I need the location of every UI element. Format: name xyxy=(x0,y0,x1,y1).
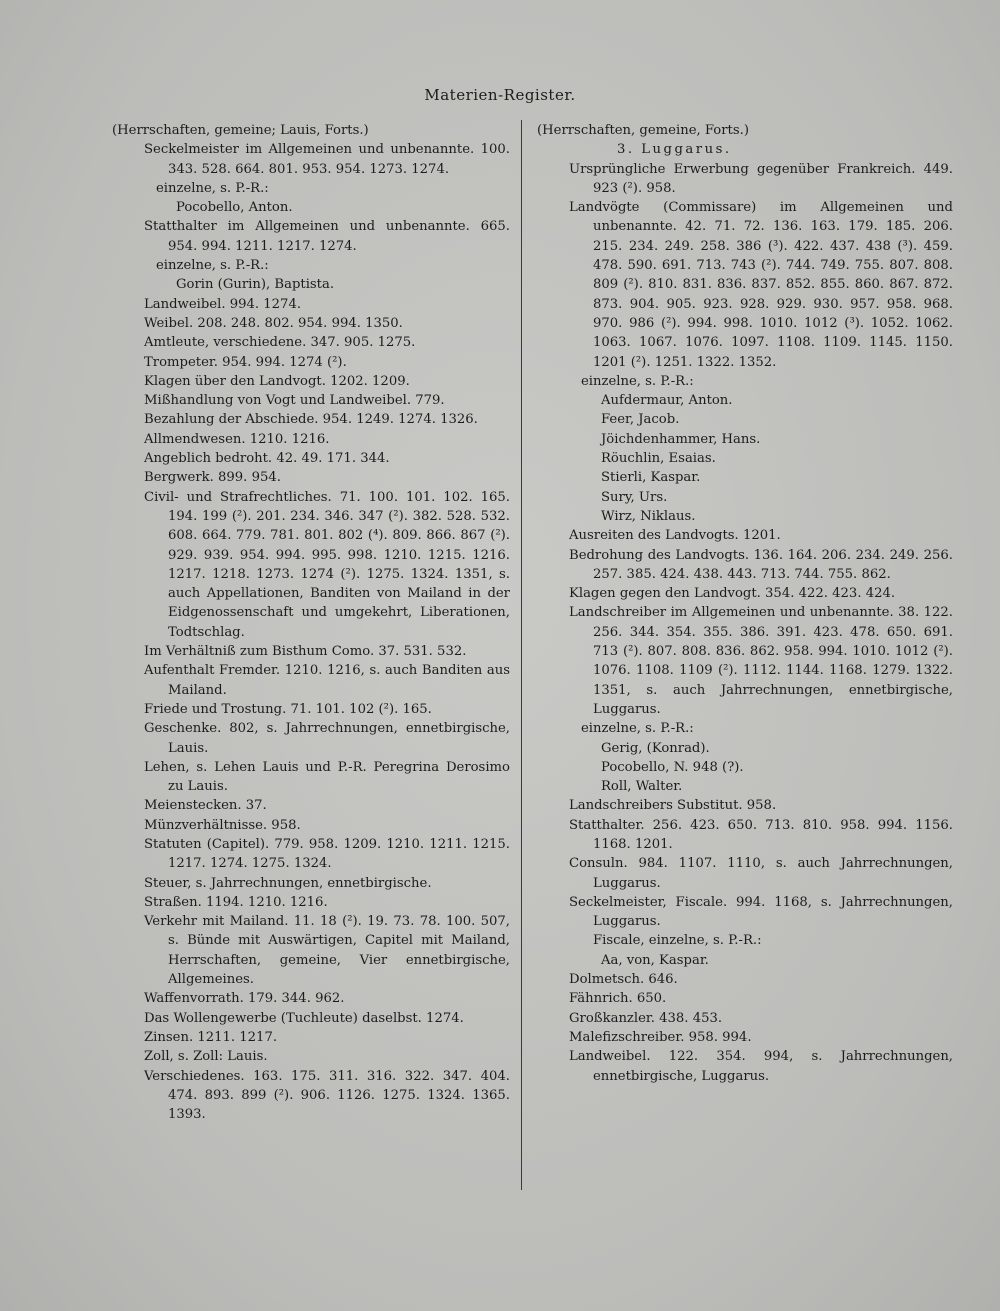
index-entry: Dolmetsch. 646. xyxy=(569,972,678,988)
index-entry: Consuln. 984. 1107. 1110, s. auch Jahrrechnungen, Luggarus. xyxy=(569,856,953,891)
index-entry: Amtleute, verschiedene. 347. 905. 1275. xyxy=(144,335,416,351)
index-entry: Seckelmeister, Fiscale. 994. 1168, s. Jahrrechnungen, Luggarus. xyxy=(569,894,953,930)
index-entry: Civil- und Strafrechtliches. 71. 100. 101. 102. 165. 194. 199 (²). 201. 234. 346. 347 (²). 382. 528. 532. 608. 664. 779. 781. 801. 802 (⁴). 809. 866. 867 (²). 929. 939. 954. 994. 995. 998. 1210. 1215. 1216. 1217. 1218. 1273. 1274 (²). 1275. 1324. 1351, s. auch Appellationen, Banditen von Mailand in der Eidgenossenschaft und umgekehrt, Liberationen, Todtschlag. xyxy=(144,489,510,640)
index-entry: Seckelmeister im Allgemeinen und unbenannte. 100. 343. 528. 664. 801. 953. 954. 1273. 1274. xyxy=(144,142,510,177)
running-head: Materien-Register. xyxy=(424,86,576,104)
index-entry: Mißhandlung von Vogt und Landweibel. 779. xyxy=(144,393,445,409)
index-entry: einzelne, s. P.-R.: xyxy=(156,258,269,274)
index-entry: Sury, Urs. xyxy=(601,489,668,505)
index-entry: einzelne, s. P.-R.: xyxy=(156,180,269,196)
index-entry: Bergwerk. 899. 954. xyxy=(144,470,281,486)
index-entry: Jöichdenhammer, Hans. xyxy=(601,431,761,447)
index-entry: Statuten (Capitel). 779. 958. 1209. 1210. 1211. 1215. 1217. 1274. 1275. 1324. xyxy=(144,836,510,872)
index-entry: Gerig, (Konrad). xyxy=(601,740,710,756)
index-entry: Steuer, s. Jahrrechnungen, ennetbirgische. xyxy=(144,875,432,891)
index-entry: Allmendwesen. 1210. 1216. xyxy=(144,431,330,447)
index-entry: Meienstecken. 37. xyxy=(144,798,267,814)
index-entry: Malefizschreiber. 958. 994. xyxy=(569,1029,752,1045)
index-entry: Aa, von, Kaspar. xyxy=(601,952,709,968)
index-entry: Wirz, Niklaus. xyxy=(601,508,696,524)
index-entry: Im Verhältniß zum Bisthum Como. 37. 531. 532. xyxy=(144,644,467,660)
index-entry: Statthalter im Allgemeinen und unbenannte. 665. 954. 994. 1211. 1217. 1274. xyxy=(144,219,510,254)
index-entry: Bezahlung der Abschiede. 954. 1249. 1274. 1326. xyxy=(144,412,478,428)
index-entry: Waffenvorrath. 179. 344. 962. xyxy=(144,991,345,1007)
index-entry: Geschenke. 802, s. Jahrrechnungen, ennetbirgische, Lauis. xyxy=(144,721,510,756)
index-entry: Straßen. 1194. 1210. 1216. xyxy=(144,894,328,910)
index-entry: Münzverhältnisse. 958. xyxy=(144,817,301,833)
index-entry: Klagen über den Landvogt. 1202. 1209. xyxy=(144,373,410,389)
index-entry: Großkanzler. 438. 453. xyxy=(569,1010,723,1026)
index-entry: Fähnrich. 650. xyxy=(569,991,667,1007)
index-entry: (Herrschaften, gemeine; Lauis, Forts.) xyxy=(112,123,369,138)
index-entry: einzelne, s. P.-R.: xyxy=(581,373,694,389)
index-entry: Zinsen. 1211. 1217. xyxy=(144,1029,278,1045)
index-entry: Trompeter. 954. 994. 1274 (²). xyxy=(144,354,347,370)
index-entry: Landschreiber im Allgemeinen und unbenannte. 38. 122. 256. 344. 354. 355. 386. 391. 423. 478. 650. 691. 713 (²). 807. 808. 836. 862. 958. 994. 1010. 1012 (²). 1076. 1108. 1109 (²). 1112. 1144. 1168. 1279. 1322. 1351, s. auch Jahrrechnungen, ennetbirgische, Luggarus. xyxy=(569,605,953,717)
index-entry: Fiscale, einzelne, s. P.-R.: xyxy=(593,933,762,949)
index-entry: 3. Luggarus. xyxy=(617,142,732,158)
index-entry: Stierli, Kaspar. xyxy=(601,470,701,486)
index-entry: Ausreiten des Landvogts. 1201. xyxy=(569,528,781,544)
index-entry: einzelne, s. P.-R.: xyxy=(581,721,694,737)
index-entry: Ursprüngliche Erwerbung gegenüber Frankreich. 449. 923 (²). 958. xyxy=(569,161,953,196)
index-entry: Landweibel. 122. 354. 994, s. Jahrrechnungen, ennetbirgische, Luggarus. xyxy=(569,1049,953,1084)
index-entry: Feer, Jacob. xyxy=(601,412,680,428)
index-entry: Landschreibers Substitut. 958. xyxy=(569,798,777,814)
index-entry: Pocobello, N. 948 (?). xyxy=(601,759,744,775)
index-entry: Landweibel. 994. 1274. xyxy=(144,296,302,312)
index-entry: Pocobello, Anton. xyxy=(176,200,293,216)
index-entry: (Herrschaften, gemeine, Forts.) xyxy=(537,123,749,138)
column-divider xyxy=(521,120,522,1190)
index-entry: Verschiedenes. 163. 175. 311. 316. 322. 347. 404. 474. 893. 899 (²). 906. 1126. 1275. 1324. 1365. 1393. xyxy=(144,1068,510,1123)
index-entry: Aufdermaur, Anton. xyxy=(601,393,733,409)
index-entry: Röuchlin, Esaias. xyxy=(601,451,716,467)
index-entry: Friede und Trostung. 71. 101. 102 (²). 165. xyxy=(144,701,432,717)
right-column xyxy=(537,121,953,1086)
index-entry: Gorin (Gurin), Baptista. xyxy=(176,277,335,293)
left-column xyxy=(112,121,510,1124)
index-entry: Bedrohung des Landvogts. 136. 164. 206. 234. 249. 256. 257. 385. 424. 438. 443. 713. 744. 755. 862. xyxy=(569,547,953,582)
index-entry: Angeblich bedroht. 42. 49. 171. 344. xyxy=(144,451,390,467)
index-entry: Lehen, s. Lehen Lauis und P.-R. Peregrina Derosimo zu Lauis. xyxy=(144,759,510,795)
index-entry: Statthalter. 256. 423. 650. 713. 810. 958. 994. 1156. 1168. 1201. xyxy=(569,817,953,852)
index-entry: Das Wollengewerbe (Tuchleute) daselbst. 1274. xyxy=(144,1010,464,1026)
index-entry: Landvögte (Commissare) im Allgemeinen und unbenannte. 42. 71. 72. 136. 163. 179. 185. 206. 215. 234. 249. 258. 386 (³). 422. 437. 438 (³). 459. 478. 590. 691. 713. 743 (²). 744. 749. 755. 807. 808. 809 (²). 810. 831. 836. 837. 852. 855. 860. 867. 872. 873. 904. 905. 923. 928. 929. 930. 957. 958. 968. 970. 986 (²). 994. 998. 1010. 1012 (³). 1052. 1062. 1063. 1067. 1076. 1097. 1108. 1109. 1145. 1150. 1201 (²). 1251. 1322. 1352. xyxy=(569,200,953,370)
index-entry: Weibel. 208. 248. 802. 954. 994. 1350. xyxy=(144,315,403,331)
index-entry: Klagen gegen den Landvogt. 354. 422. 423. 424. xyxy=(569,586,896,602)
index-entry: Verkehr mit Mailand. 11. 18 (²). 19. 73. 78. 100. 507, s. Bünde mit Auswärtigen, Capitel mit Mailand, Herrschaften, gemeine, Vier ennetbirgische, Allgemeines. xyxy=(144,914,510,988)
index-entry: Zoll, s. Zoll: Lauis. xyxy=(144,1049,268,1065)
index-entry: Aufenthalt Fremder. 1210. 1216, s. auch Banditen aus Mailand. xyxy=(144,663,510,698)
index-entry: Roll, Walter. xyxy=(601,779,683,795)
